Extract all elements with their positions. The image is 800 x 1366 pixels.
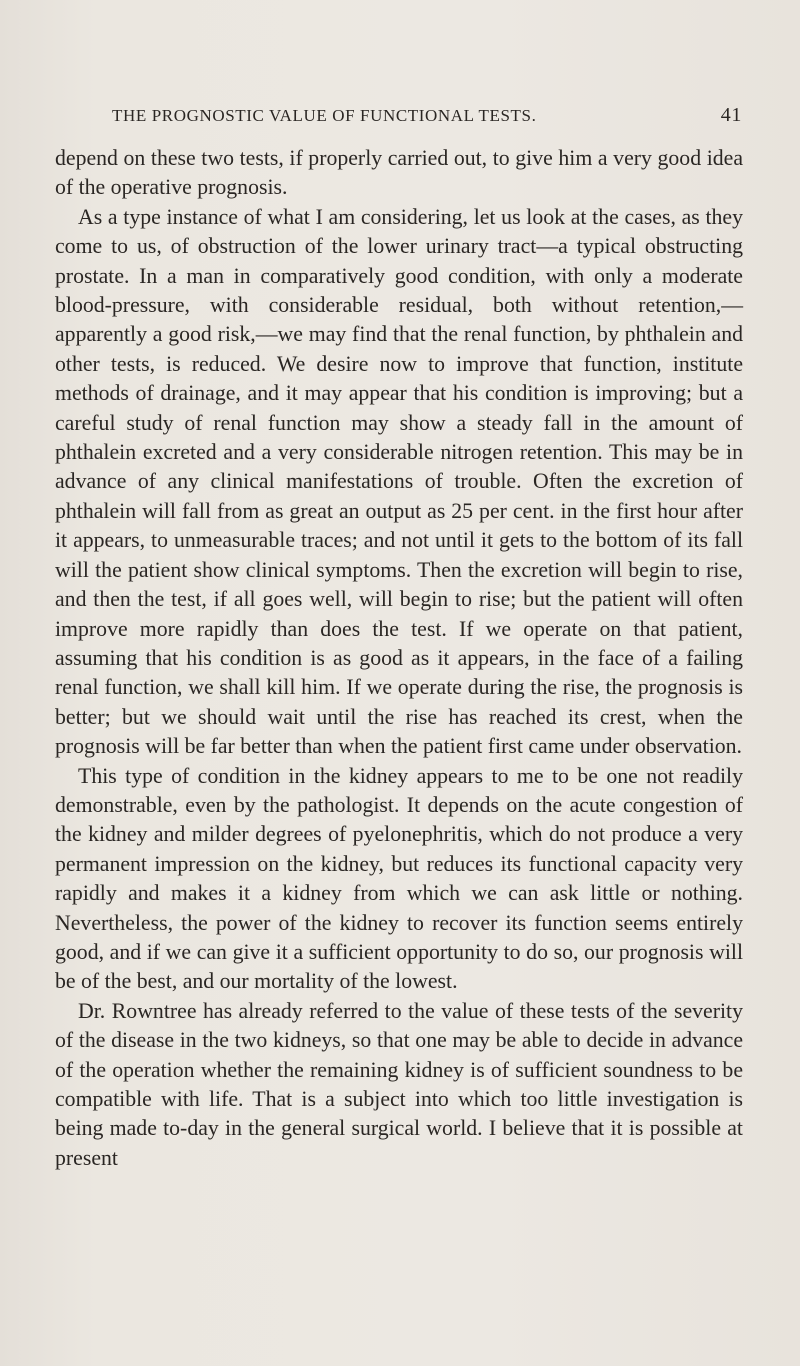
paragraph: This type of condition in the kidney appears to me to be one not readily demonstrable, even by the pathologist. It depends on the acute congestion of the kidney and milder degrees of pyelonephritis, which do not produce a very permanent impression on the kidney, but reduces its functional capacity very rapidly and makes it a kidney from which we can ask little or nothing. Nevertheless, the power of the kidney to recover its function seems entirely good, and if we can give it a sufficient opportunity to do so, our prognosis will be of the best, and our mortality of the lowest. — [55, 763, 743, 994]
paragraph: Dr. Rowntree has already referred to the value of these tests of the severity of the disease in the two kidneys, so that one may be able to decide in advance of the operation whether the remaining kidney is of sufficient soundness to be compatible with life. That is a subject into which too little investigation is being made to-day in the general surgical world. I believe that it is possible at present — [55, 998, 743, 1170]
paragraph: As a type instance of what I am considering, let us look at the cases, as they come to us, of obstruction of the lower urinary tract—a typical obstructing prostate. In a man in comparatively good condition, with only a moderate blood-pressure, with considerable residual, both without retention,—apparently a good risk,—we may find that the renal function, by phthalein and other tests, is reduced. We desire now to improve that function, institute methods of drainage, and it may appear that his condition is improving; but a careful study of renal function may show a steady fall in the amount of phthalein excreted and a very considerable nitrogen retention. This may be in advance of any clinical manifestations of trouble. Often the excretion of phthalein will fall from as great an output as 25 per cent. in the first hour after it appears, to unmeasurable traces; and not until it gets to the bottom of its fall will the patient show clinical symptoms. Then the excretion will begin to rise, and then the test, if all goes well, will begin to rise; but the patient will often improve more rapidly than does the test. If we operate on that patient, assuming that his condition is as good as it appears, in the face of a failing renal function, we shall kill him. If we operate during the rise, the prognosis is better; but we should wait until the rise has reached its crest, when the prognosis will be far better than when the patient first came under observation. — [55, 204, 743, 759]
page-number: 41 — [720, 104, 742, 126]
body-text — [55, 144, 743, 1173]
paragraph-continuation: depend on these two tests, if properly carried out, to give him a very good idea of the operative prognosis. — [55, 146, 743, 200]
running-head — [112, 106, 742, 136]
running-head-title: THE PROGNOSTIC VALUE OF FUNCTIONAL TESTS. — [112, 106, 537, 125]
